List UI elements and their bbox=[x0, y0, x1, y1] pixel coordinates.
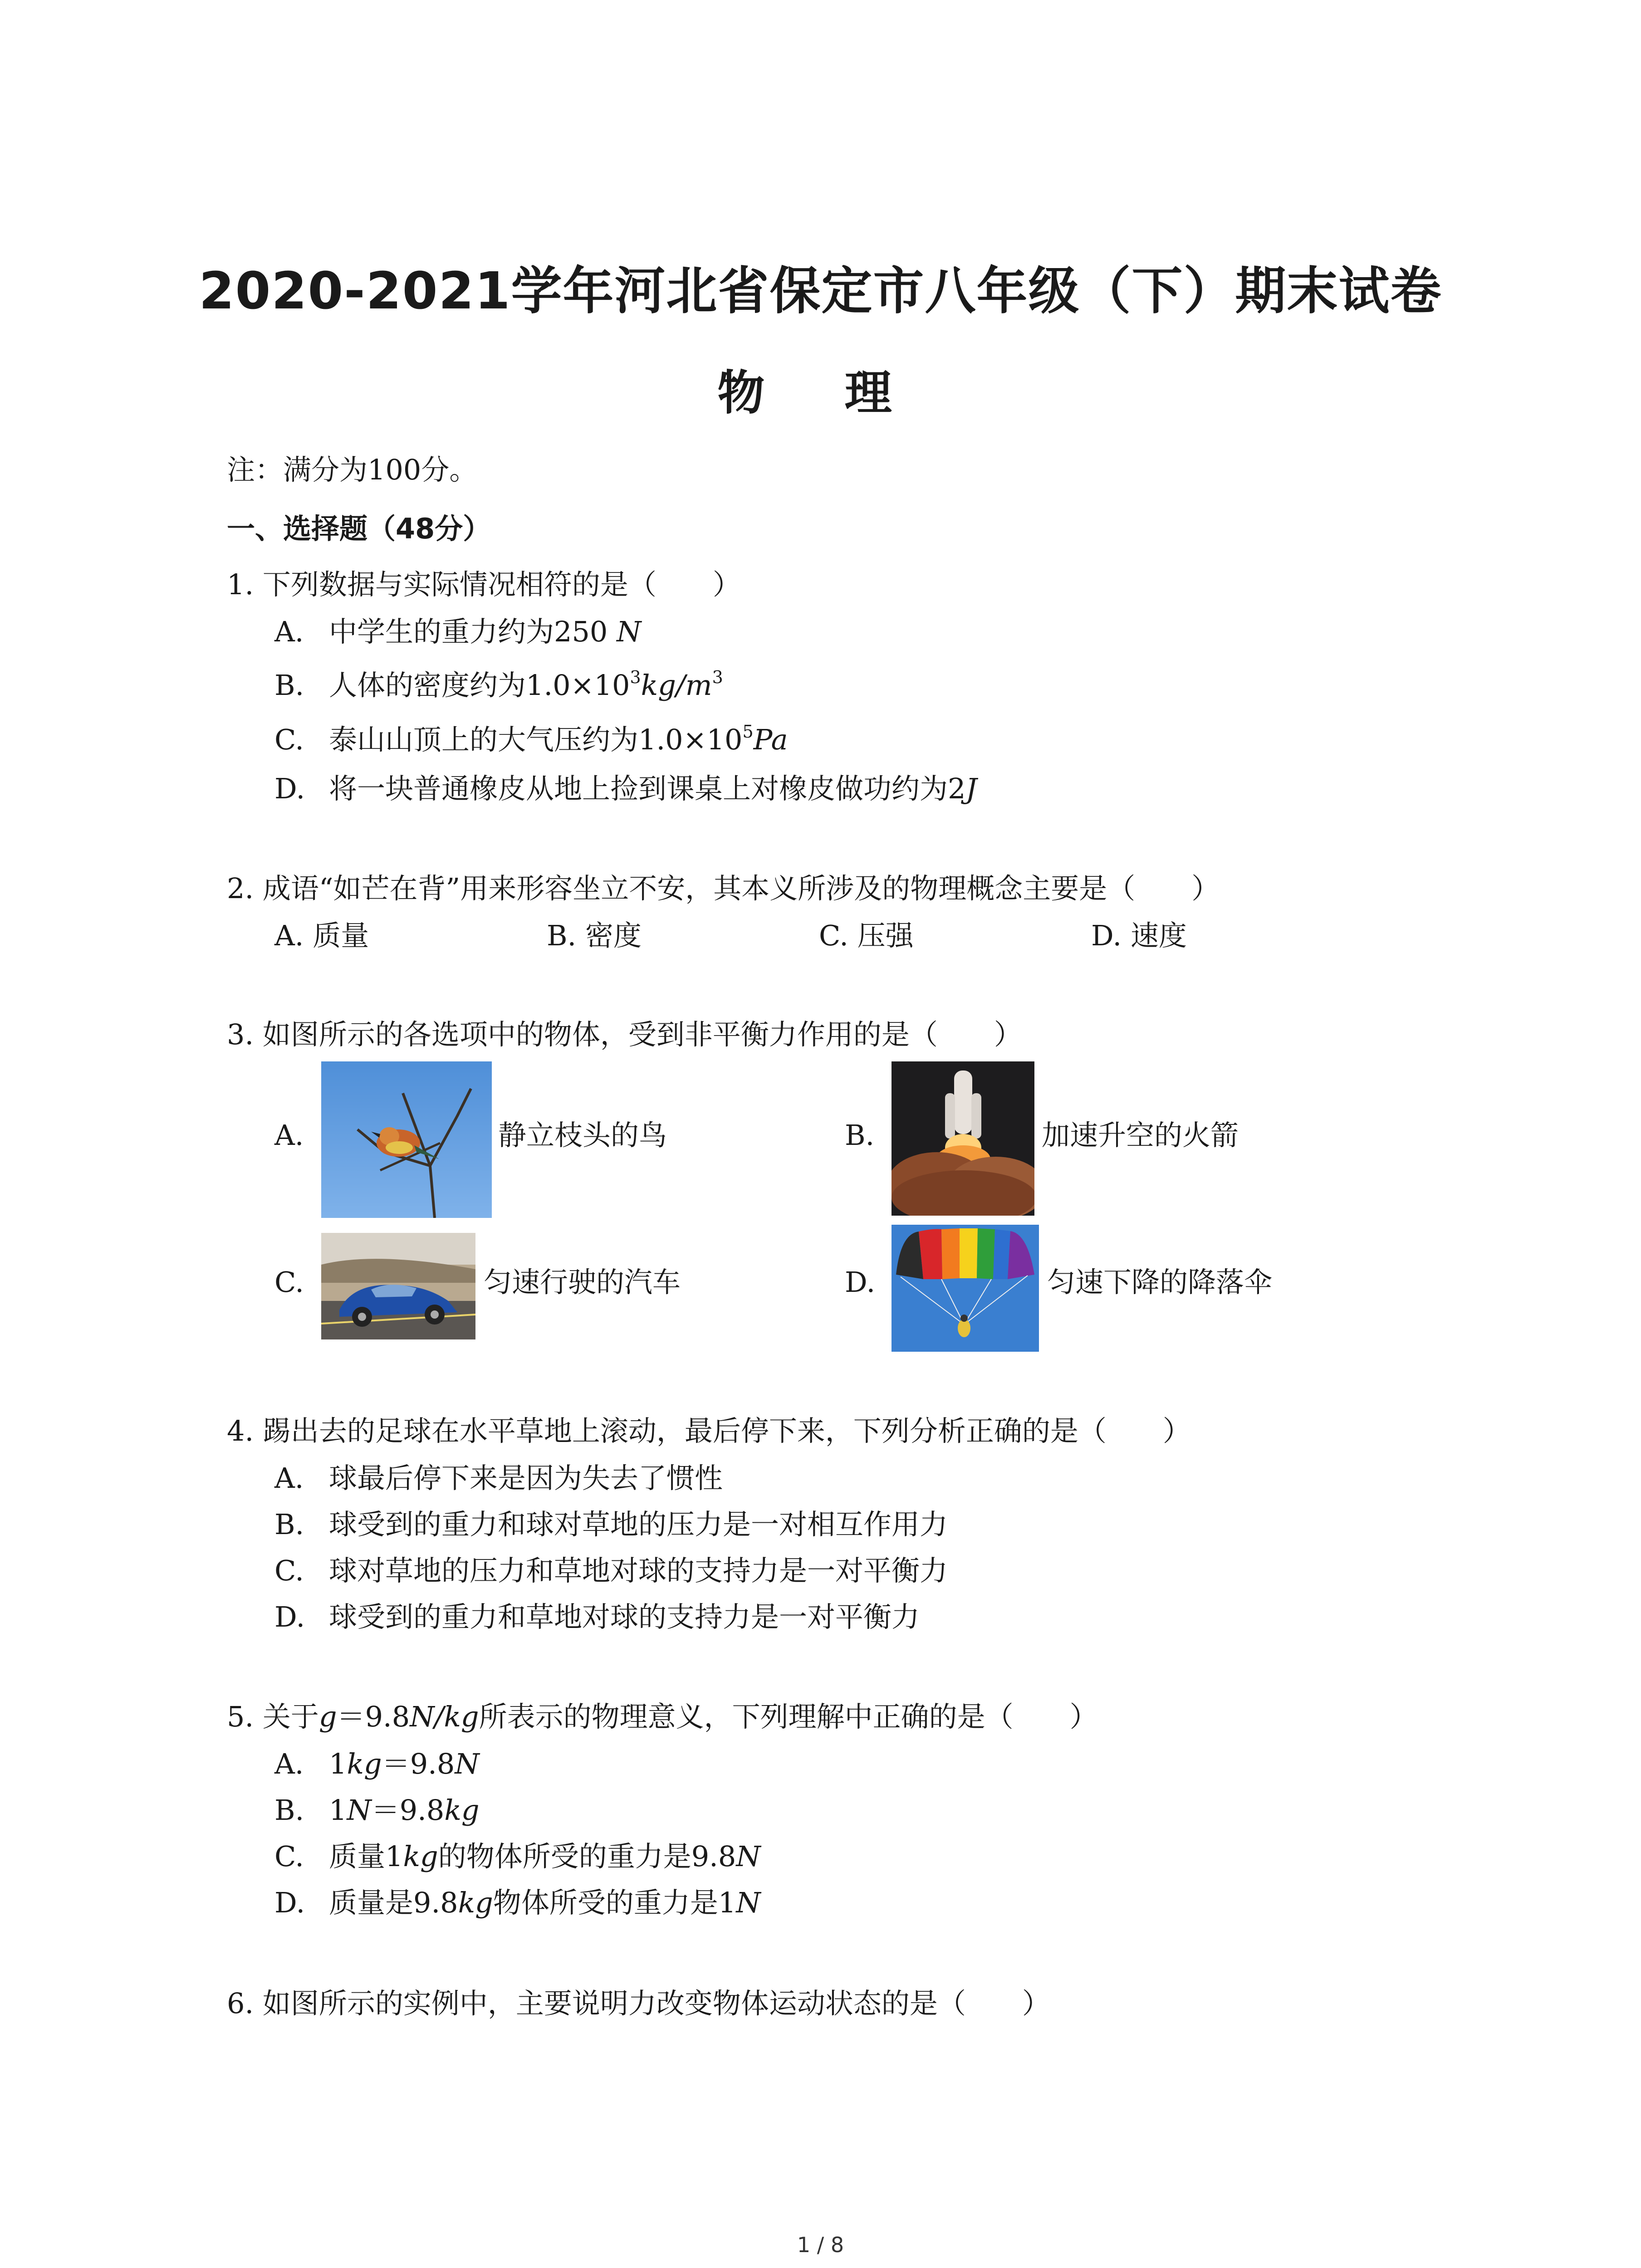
question-5-option-b: B. 1N＝9.8kg bbox=[274, 1794, 480, 1827]
question-5-option-a: A. 1kg＝9.8N bbox=[274, 1747, 480, 1780]
question-2-stem: 2. 成语“如芒在背”用来形容坐立不安，其本义所涉及的物理概念主要是（ ） bbox=[227, 872, 1220, 905]
question-5-option-d: D. 质量是9.8kg物体所受的重力是1N bbox=[274, 1886, 761, 1919]
question-4-option-c: C. 球对草地的压力和草地对球的支持力是一对平衡力 bbox=[274, 1554, 948, 1587]
parachute-image bbox=[892, 1225, 1039, 1352]
question-2-option-c: C. 压强 bbox=[819, 919, 914, 952]
question-4-stem: 4. 踢出去的足球在水平草地上滚动，最后停下来，下列分析正确的是（ ） bbox=[227, 1414, 1191, 1447]
question-1-option-b: B. 人体的密度约为$1.0\times 10^3kg/m^3$ bbox=[274, 667, 723, 702]
question-1-option-a: A. 中学生的重力约为250 N bbox=[274, 615, 642, 648]
question-1-option-d: D. 将一块普通橡皮从地上捡到课桌上对橡皮做功约为2J bbox=[274, 772, 977, 805]
question-3-option-a-text: 静立枝头的鸟 bbox=[498, 1119, 667, 1152]
question-6-stem: 6. 如图所示的实例中，主要说明力改变物体运动状态的是（ ） bbox=[227, 1987, 1050, 2020]
question-2-option-b: B. 密度 bbox=[547, 919, 642, 952]
bird-on-branch-image bbox=[321, 1061, 492, 1218]
question-3-stem: 3. 如图所示的各选项中的物体，受到非平衡力作用的是（ ） bbox=[227, 1018, 1022, 1051]
question-5-option-c: C. 质量1kg的物体所受的重力是9.8N bbox=[274, 1840, 761, 1873]
car-driving-image bbox=[321, 1233, 475, 1339]
question-3-option-b-label: B. bbox=[845, 1119, 875, 1152]
section-heading: 一、选择题（48分） bbox=[227, 512, 491, 545]
question-1-stem: 1. 下列数据与实际情况相符的是（ ） bbox=[227, 568, 741, 601]
question-1-option-c: C. 泰山山顶上的大气压约为$1.0\times 10^5Pa$ bbox=[274, 722, 788, 756]
rocket-launch-image bbox=[892, 1061, 1034, 1216]
question-4-option-b: B. 球受到的重力和球对草地的压力是一对相互作用力 bbox=[274, 1508, 948, 1541]
question-3-option-c-label: C. bbox=[274, 1266, 304, 1299]
question-3-option-c-text: 匀速行驶的汽车 bbox=[484, 1266, 681, 1299]
exam-title: 2020-2021学年河北省保定市八年级（下）期末试卷 bbox=[199, 262, 1442, 321]
question-2-option-a: A. 质量 bbox=[274, 919, 369, 952]
question-3-option-b-text: 加速升空的火箭 bbox=[1042, 1119, 1239, 1152]
question-4-option-d: D. 球受到的重力和草地对球的支持力是一对平衡力 bbox=[274, 1600, 920, 1633]
question-3-option-a-label: A. bbox=[274, 1119, 304, 1152]
question-5-stem: 5. 关于g＝9.8N/kg所表示的物理意义，下列理解中正确的是（ ） bbox=[227, 1700, 1098, 1733]
question-3-option-d-text: 匀速下降的降落伞 bbox=[1047, 1266, 1273, 1299]
page-number: 1 / 8 bbox=[797, 2233, 844, 2257]
question-3-option-d-label: D. bbox=[845, 1266, 876, 1299]
question-2-option-d: D. 速度 bbox=[1091, 919, 1187, 952]
question-4-option-a: A. 球最后停下来是因为失去了惯性 bbox=[274, 1461, 723, 1495]
score-note: 注：满分为100分。 bbox=[227, 453, 478, 486]
subject-title: 物 理 bbox=[717, 365, 924, 420]
